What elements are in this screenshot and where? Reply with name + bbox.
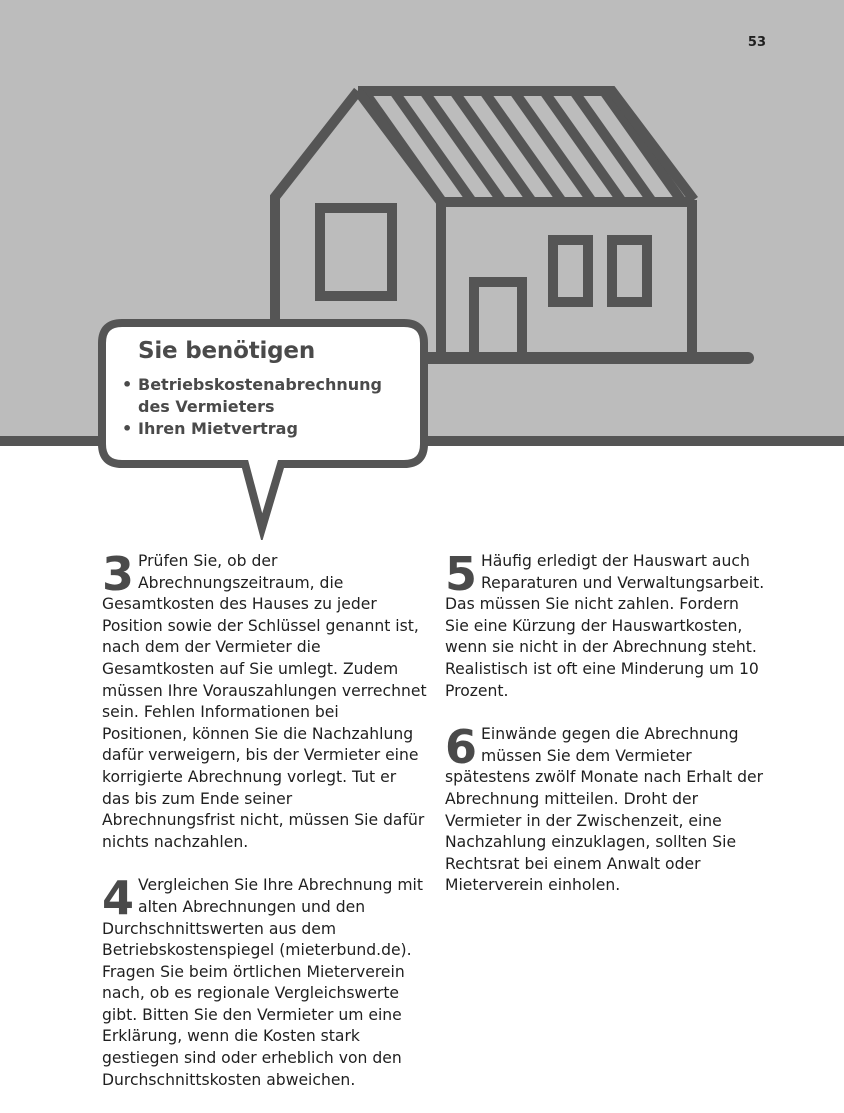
step-text: Einwände gegen die Abrechnung müssen Sie dem Vermieter spätestens zwölf Monate nach Erhalt der Abrechnung mitteilen. Droht der Vermieter in der Zwischenzeit, eine Nachzahlung einzuklagen, sollten Sie Rechtsrat bei einem Anwalt oder Mieterverein einholen.	[445, 725, 764, 895]
text-column-left	[102, 547, 428, 1113]
step-number: 6	[445, 720, 478, 775]
callout	[118, 338, 408, 440]
step-text: Prüfen Sie, ob der Abrechnungszeitraum, die Gesamtkosten des Hauses zu jeder Position sowie der Schlüssel genannt ist, nach dem der Vermieter die Gesamtkosten auf Sie umlegt. Zudem müssen Ihre Vorauszahlungen verrechnet sein. Fehlen Informationen bei Positionen, können Sie die Nachzahlung dafür verweigern, bis der Vermieter eine korrigierte Abrechnung vorlegt. Tut er das bis zum Ende seiner Abrechnungsfrist nicht, müssen Sie dafür nichts nachzahlen.	[102, 552, 427, 851]
text-column-right	[445, 547, 765, 919]
step-6	[445, 720, 765, 897]
bullet-icon: •	[122, 419, 133, 438]
callout-title: Sie benötigen	[138, 338, 316, 364]
step-3	[102, 547, 428, 853]
step-text: Häufig erledigt der Hauswart auch Reparaturen und Verwaltungsarbeit. Das müssen Sie nicht zahlen. Fordern Sie eine Kürzung der Hauswartkosten, wenn sie nicht in der Abrechnung steht. Realistisch ist oft eine Minderung um 10 Prozent.	[445, 552, 765, 700]
speech-bubble	[0, 0, 844, 540]
list-item: • Ihren Mietvertrag	[122, 419, 298, 438]
step-5	[445, 547, 765, 702]
step-4	[102, 871, 428, 1091]
page-number: 53	[747, 35, 766, 50]
list-item: • Betriebskostenabrechnung des Vermieters	[122, 375, 383, 416]
callout-list	[118, 374, 408, 440]
step-number: 5	[445, 547, 478, 601]
step-text: Vergleichen Sie Ihre Abrechnung mit alten Abrechnungen und den Durchschnittswerten aus dem Betriebskostenspiegel (mieterbund.de). Fragen Sie beim örtlichen Mieterverein nach, ob es regionale Vergleichswerte gibt. Bitten Sie den Vermieter um eine Erklärung, wenn die Kosten stark gestiegen sind oder erheblich von den Durchschnittskosten abweichen.	[102, 876, 423, 1089]
bullet-icon: •	[122, 375, 133, 394]
step-number: 4	[102, 871, 135, 926]
step-number: 3	[102, 547, 135, 601]
